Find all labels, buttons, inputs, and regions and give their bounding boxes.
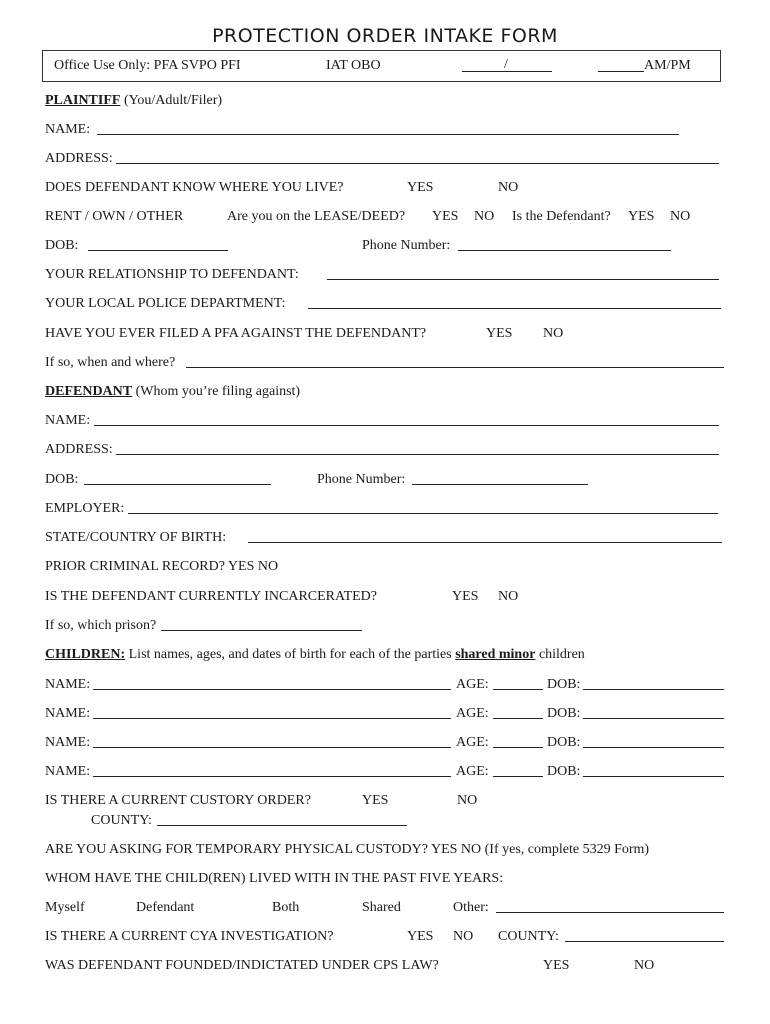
- cya-no[interactable]: NO: [453, 929, 474, 944]
- custody-county-label: COUNTY:: [91, 813, 152, 828]
- filed-pfa-yes[interactable]: YES: [486, 326, 513, 341]
- child-age-field[interactable]: [493, 776, 543, 777]
- child-age-field[interactable]: [493, 747, 543, 748]
- plaintiff-address-field[interactable]: [116, 163, 719, 164]
- child-dob-field[interactable]: [583, 747, 724, 748]
- when-where-field[interactable]: [186, 367, 724, 368]
- custody-county-field[interactable]: [157, 825, 407, 826]
- child-dob-field[interactable]: [583, 689, 724, 690]
- plaintiff-phone-label: Phone Number:: [362, 238, 451, 253]
- option-shared[interactable]: Shared: [362, 900, 401, 915]
- plaintiff-address-label: ADDRESS:: [45, 151, 113, 166]
- plaintiff-phone-field[interactable]: [458, 250, 671, 251]
- office-time-field[interactable]: [598, 71, 644, 72]
- relationship-field[interactable]: [327, 279, 719, 280]
- employer-field[interactable]: [128, 513, 718, 514]
- founded-no[interactable]: NO: [634, 958, 655, 973]
- defendant-dob-label: DOB:: [45, 472, 79, 487]
- child-name-field[interactable]: [93, 776, 451, 777]
- option-myself[interactable]: Myself: [45, 900, 85, 915]
- cya-question: IS THERE A CURRENT CYA INVESTIGATION?: [45, 929, 334, 944]
- defendant-phone-field[interactable]: [412, 484, 588, 485]
- child-name-field[interactable]: [93, 689, 451, 690]
- custody-yes[interactable]: YES: [362, 793, 389, 808]
- defendant-heading-row: [45, 384, 300, 400]
- office-codes: IAT OBO: [326, 58, 381, 73]
- child-name-label: NAME:: [45, 706, 91, 721]
- founded-question: WAS DEFENDANT FOUNDED/INDICTATED UNDER CPS LAW?: [45, 958, 439, 973]
- relationship-label: YOUR RELATIONSHIP TO DEFENDANT:: [45, 267, 299, 282]
- plaintiff-dob-label: DOB:: [45, 238, 79, 253]
- employer-label: EMPLOYER:: [45, 501, 125, 516]
- knows-where-no[interactable]: NO: [498, 180, 519, 195]
- lease-yes[interactable]: YES: [432, 209, 459, 224]
- prison-field[interactable]: [161, 630, 362, 631]
- child-dob-label: DOB:: [547, 706, 581, 721]
- cya-yes[interactable]: YES: [407, 929, 434, 944]
- children-heading-row: [45, 647, 585, 663]
- defendant-address-field[interactable]: [116, 454, 719, 455]
- cya-county-field[interactable]: [565, 941, 724, 942]
- children-heading: CHILDREN:: [45, 647, 126, 662]
- child-dob-label: DOB:: [547, 677, 581, 692]
- temp-custody-question[interactable]: ARE YOU ASKING FOR TEMPORARY PHYSICAL CUSTODY? YES NO (If yes, complete 5329 Form): [45, 842, 650, 857]
- children-intro-end: children: [535, 647, 585, 662]
- plaintiff-heading-row: [45, 93, 222, 109]
- rent-own-other[interactable]: RENT / OWN / OTHER: [45, 209, 184, 224]
- plaintiff-name-field[interactable]: [97, 134, 679, 135]
- custody-no[interactable]: NO: [457, 793, 478, 808]
- office-date-separator: /: [504, 57, 508, 72]
- filed-pfa-no[interactable]: NO: [543, 326, 564, 341]
- plaintiff-name-label: NAME:: [45, 122, 91, 137]
- child-age-label: AGE:: [456, 735, 489, 750]
- incarcerated-no[interactable]: NO: [498, 589, 519, 604]
- child-dob-field[interactable]: [583, 718, 724, 719]
- lease-question: Are you on the LEASE/DEED?: [227, 209, 406, 224]
- option-other-label: Other:: [453, 900, 489, 915]
- children-intro: List names, ages, and dates of birth for each of the parties: [125, 647, 456, 662]
- children-shared-minor: shared minor: [455, 647, 536, 662]
- child-dob-field[interactable]: [583, 776, 724, 777]
- child-age-field[interactable]: [493, 689, 543, 690]
- child-age-label: AGE:: [456, 677, 489, 692]
- plaintiff-heading: PLAINTIFF: [45, 93, 121, 108]
- prison-label: If so, which prison?: [45, 618, 157, 633]
- knows-where-yes[interactable]: YES: [407, 180, 434, 195]
- when-where-label: If so, when and where?: [45, 355, 176, 370]
- birth-field[interactable]: [248, 542, 722, 543]
- police-label: YOUR LOCAL POLICE DEPARTMENT:: [45, 296, 286, 311]
- child-age-label: AGE:: [456, 764, 489, 779]
- office-ampm: AM/PM: [644, 58, 691, 73]
- option-other-field[interactable]: [496, 912, 724, 913]
- option-defendant[interactable]: Defendant: [136, 900, 195, 915]
- defendant-name-field[interactable]: [94, 425, 719, 426]
- knows-where-question: DOES DEFENDANT KNOW WHERE YOU LIVE?: [45, 180, 344, 195]
- child-name-label: NAME:: [45, 764, 91, 779]
- cya-county-label: COUNTY:: [498, 929, 559, 944]
- child-name-label: NAME:: [45, 677, 91, 692]
- defendant-dob-field[interactable]: [84, 484, 271, 485]
- page-title: PROTECTION ORDER INTAKE FORM: [212, 25, 558, 47]
- defendant-heading-note: (Whom you’re filing against): [132, 384, 301, 399]
- option-both[interactable]: Both: [272, 900, 300, 915]
- defendant-name-label: NAME:: [45, 413, 91, 428]
- incarcerated-yes[interactable]: YES: [452, 589, 479, 604]
- lease-no[interactable]: NO: [474, 209, 495, 224]
- is-defendant-question: Is the Defendant?: [512, 209, 611, 224]
- child-name-field[interactable]: [93, 747, 451, 748]
- birth-label: STATE/COUNTRY OF BIRTH:: [45, 530, 227, 545]
- defendant-heading: DEFENDANT: [45, 384, 133, 399]
- is-defendant-yes[interactable]: YES: [628, 209, 655, 224]
- criminal-record-question[interactable]: PRIOR CRIMINAL RECORD? YES NO: [45, 559, 279, 574]
- police-field[interactable]: [308, 308, 721, 309]
- child-age-field[interactable]: [493, 718, 543, 719]
- founded-yes[interactable]: YES: [543, 958, 570, 973]
- defendant-phone-label: Phone Number:: [317, 472, 406, 487]
- child-name-label: NAME:: [45, 735, 91, 750]
- child-dob-label: DOB:: [547, 764, 581, 779]
- custody-question: IS THERE A CURRENT CUSTORY ORDER?: [45, 793, 311, 808]
- child-age-label: AGE:: [456, 706, 489, 721]
- defendant-address-label: ADDRESS:: [45, 442, 113, 457]
- plaintiff-heading-note: (You/Adult/Filer): [120, 93, 223, 108]
- child-name-field[interactable]: [93, 718, 451, 719]
- plaintiff-dob-field[interactable]: [88, 250, 228, 251]
- filed-pfa-question: HAVE YOU EVER FILED A PFA AGAINST THE DEFENDANT?: [45, 326, 427, 341]
- child-dob-label: DOB:: [547, 735, 581, 750]
- office-use-label: Office Use Only: PFA SVPO PFI: [54, 58, 241, 73]
- incarcerated-question: IS THE DEFENDANT CURRENTLY INCARCERATED?: [45, 589, 378, 604]
- is-defendant-no[interactable]: NO: [670, 209, 691, 224]
- lived-with-question: WHOM HAVE THE CHILD(REN) LIVED WITH IN THE PAST FIVE YEARS:: [45, 871, 504, 886]
